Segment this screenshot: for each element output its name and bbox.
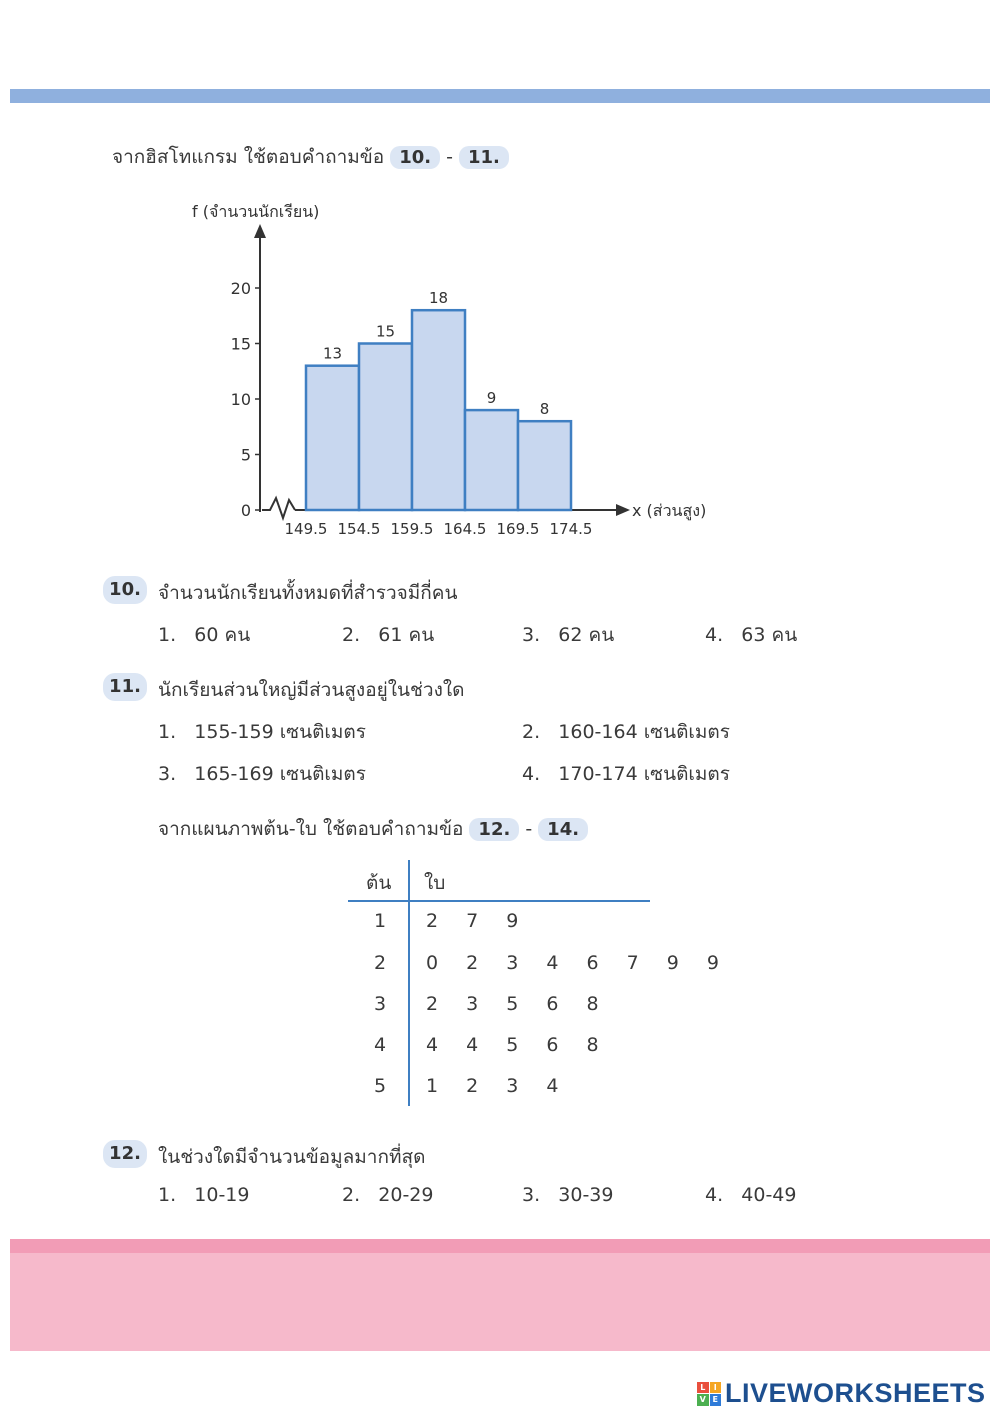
x-tick-label-3: 159.5 [390, 520, 434, 538]
q12-option-3-num: 3. [522, 1184, 541, 1206]
y-tick-label-0: 0 [240, 501, 251, 520]
x-tick-label-1: 149.5 [284, 520, 328, 538]
stem-row-3: 3 [373, 993, 387, 1015]
q10-option-3-num: 3. [522, 624, 541, 646]
q12-option-2-num: 2. [342, 1184, 361, 1206]
leaf-row-1: 2 7 9 [426, 910, 530, 932]
q11-option-3-num: 3. [158, 763, 177, 785]
stem-row-1: 1 [373, 910, 387, 932]
q10-option-2-num: 2. [342, 624, 361, 646]
question-10-text: จำนวนนักเรียนทั้งหมดที่สำรวจมีกี่คน [158, 582, 458, 604]
q10-option-4[interactable] [705, 620, 797, 650]
bar-value-label-1: 13 [322, 344, 343, 363]
intro2-dash: - [525, 818, 533, 840]
y-axis-label: f (จำนวนนักเรียน) [192, 202, 320, 221]
q11-option-4-text: 170-174 เซนติเมตร [558, 763, 730, 785]
stem-row-5: 5 [373, 1075, 387, 1097]
stem-divider [408, 860, 410, 1106]
q10-option-1-text: 60 คน [194, 624, 251, 646]
q11-option-4[interactable] [522, 759, 730, 789]
q12-option-2-text: 20-29 [378, 1184, 434, 1206]
logo-icon-cell-e: E [710, 1394, 722, 1406]
intro2-to-badge: 14. [538, 818, 588, 841]
bottom-pink-box [10, 1253, 990, 1351]
q12-option-4-text: 40-49 [741, 1184, 797, 1206]
q12-option-3[interactable] [522, 1184, 613, 1206]
stem-row-4: 4 [373, 1034, 387, 1056]
y-tick-label-5: 5 [240, 445, 251, 465]
q11-option-3-text: 165-169 เซนติเมตร [194, 763, 366, 785]
leaf-row-5: 1 2 3 4 [426, 1075, 570, 1097]
liveworksheets-logo-icon [697, 1382, 721, 1406]
y-tick-label-10: 10 [230, 390, 251, 409]
question-12-number: 12. [103, 1140, 147, 1168]
q12-option-4[interactable] [705, 1184, 796, 1206]
q11-option-1-num: 1. [158, 721, 177, 743]
q11-option-1-text: 155-159 เซนติเมตร [194, 721, 366, 743]
q10-option-3-text: 62 คน [558, 624, 615, 646]
bar-value-label-4: 9 [486, 389, 497, 408]
x-axis-arrow [616, 504, 630, 516]
q10-option-2-text: 61 คน [378, 624, 435, 646]
q10-option-2[interactable] [342, 620, 434, 650]
x-tick-label-4: 164.5 [443, 520, 487, 538]
stem-header: ต้น [366, 872, 392, 894]
liveworksheets-logo[interactable] [697, 1378, 986, 1409]
logo-icon-cell-l: L [697, 1382, 709, 1394]
intro2-from-badge: 12. [469, 818, 519, 841]
q11-option-3[interactable] [158, 759, 366, 789]
leaf-row-2: 0 2 3 4 6 7 9 9 [426, 952, 730, 974]
histogram-intro-text: จากฮิสโทแกรม ใช้ตอบคำถามข้อ [112, 146, 385, 168]
question-11-number: 11. [103, 673, 147, 701]
stem-leaf-intro [158, 814, 588, 844]
q11-option-4-num: 4. [522, 763, 541, 785]
header-divider [348, 900, 650, 902]
liveworksheets-logo-text: LIVEWORKSHEETS [725, 1378, 986, 1408]
stem-row-2: 2 [373, 952, 387, 974]
histogram-bar-3 [412, 310, 465, 510]
q10-option-3[interactable] [522, 620, 614, 650]
bar-value-label-5: 8 [539, 400, 550, 419]
question-11-text: นักเรียนส่วนใหญ่มีส่วนสูงอยู่ในช่วงใด [158, 679, 465, 701]
x-tick-label-2: 154.5 [337, 520, 381, 538]
x-tick-label-5: 169.5 [496, 520, 540, 538]
q11-option-1[interactable] [158, 717, 366, 747]
bar-value-label-2: 15 [375, 322, 396, 341]
q11-option-2-text: 160-164 เซนติเมตร [558, 721, 730, 743]
histogram-bar-5 [518, 421, 571, 510]
histogram-chart [0, 190, 760, 550]
q10-option-1-num: 1. [158, 624, 177, 646]
q10-option-4-text: 63 คน [741, 624, 798, 646]
histogram-intro [112, 142, 509, 172]
x-tick-label-6: 174.5 [549, 520, 593, 538]
intro-from-badge: 10. [390, 146, 440, 169]
intro-to-badge: 11. [459, 146, 509, 169]
stem-leaf-table [348, 858, 730, 1108]
q10-option-1[interactable] [158, 620, 250, 650]
q10-option-4-num: 4. [705, 624, 724, 646]
question-12-text: ในช่วงใดมีจำนวนข้อมูลมากที่สุด [158, 1146, 426, 1168]
q12-option-1[interactable] [158, 1184, 249, 1206]
q12-option-4-num: 4. [705, 1184, 724, 1206]
bottom-pink-strip [10, 1239, 990, 1253]
histogram-bar-2 [359, 344, 412, 511]
logo-icon-cell-v: V [697, 1394, 709, 1406]
leaf-row-4: 4 4 5 6 8 [426, 1034, 610, 1056]
top-blue-bar [10, 89, 990, 103]
histogram-bar-1 [306, 366, 359, 510]
x-axis-label: x (ส่วนสูง) [632, 501, 707, 520]
stem-leaf-intro-text: จากแผนภาพต้น-ใบ ใช้ตอบคำถามข้อ [158, 818, 464, 840]
q12-option-3-text: 30-39 [558, 1184, 614, 1206]
question-10-number: 10. [103, 576, 147, 604]
logo-icon-cell-i: I [710, 1382, 722, 1394]
q12-option-1-num: 1. [158, 1184, 177, 1206]
y-tick-label-20: 20 [230, 279, 251, 298]
q11-option-2[interactable] [522, 717, 730, 747]
histogram-bar-4 [465, 410, 518, 510]
q11-option-2-num: 2. [522, 721, 541, 743]
y-axis-arrow [254, 224, 266, 238]
leaf-header: ใบ [424, 872, 446, 894]
x-axis-break [262, 498, 295, 518]
leaf-row-3: 2 3 5 6 8 [426, 993, 610, 1015]
intro-dash: - [446, 146, 453, 168]
bar-value-label-3: 18 [428, 289, 449, 308]
y-tick-label-15: 15 [230, 334, 251, 354]
q12-option-1-text: 10-19 [194, 1184, 250, 1206]
q12-option-2[interactable] [342, 1184, 433, 1206]
